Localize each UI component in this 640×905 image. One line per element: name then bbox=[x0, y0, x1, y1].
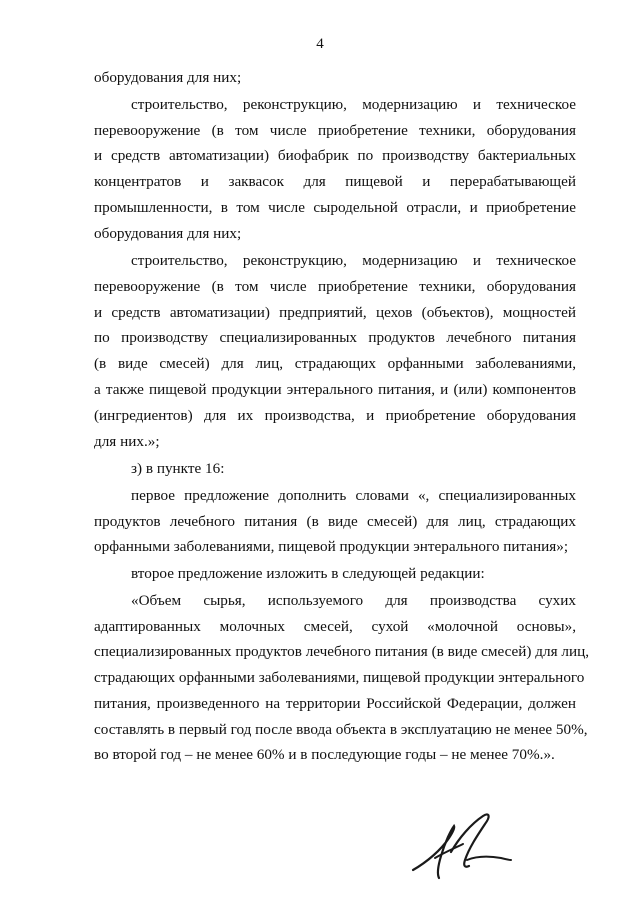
text-line: и средств автоматизации) предприятий, цехов (объектов), мощностей bbox=[94, 304, 576, 321]
text-line: во второй год – не менее 60% и в последующие годы – не менее 70%.». bbox=[94, 746, 555, 763]
text-line: а также пищевой продукции энтерального питания, и (или) компонентов bbox=[94, 381, 576, 398]
text-line: перевооружение (в том числе приобретение техники, оборудования bbox=[94, 122, 576, 139]
text-line: концентратов и заквасок для пищевой и перерабатывающей bbox=[94, 173, 576, 190]
text-line: адаптированных молочных смесей, сухой «молочной основы», bbox=[94, 618, 576, 635]
text-line: продуктов лечебного питания (в виде смесей) для лиц, страдающих bbox=[94, 513, 576, 530]
text-line: специализированных продуктов лечебного питания (в виде смесей) для лиц, bbox=[94, 643, 589, 660]
text-line: и средств автоматизации) биофабрик по производству бактериальных bbox=[94, 147, 576, 164]
text-line: «Объем сырья, используемого для производства сухих bbox=[131, 592, 576, 609]
text-line: питания, произведенного на территории Российской Федерации, должен bbox=[94, 695, 576, 712]
text-line: промышленности, в том числе сыродельной отрасли, и приобретение bbox=[94, 199, 576, 216]
text-line: строительство, реконструкцию, модернизацию и техническое bbox=[131, 252, 576, 269]
text-line: для них.»; bbox=[94, 433, 160, 450]
text-line: (в виде смесей) для лиц, страдающих орфанными заболеваниями, bbox=[94, 355, 576, 372]
text-line: орфанными заболеваниями, пищевой продукции энтерального питания»; bbox=[94, 538, 569, 555]
text-line: (ингредиентов) для их производства, и приобретение оборудования bbox=[94, 407, 576, 424]
text-line: строительство, реконструкцию, модернизацию и техническое bbox=[131, 96, 576, 113]
text-line: з) в пункте 16: bbox=[131, 460, 225, 477]
text-line: по производству специализированных продуктов лечебного питания bbox=[94, 329, 576, 346]
text-line: первое предложение дополнить словами «, специализированных bbox=[131, 487, 576, 504]
text-line: второе предложение изложить в следующей редакции: bbox=[131, 565, 485, 582]
signature-icon bbox=[405, 808, 515, 888]
text-line: оборудования для них; bbox=[94, 225, 242, 242]
page-number: 4 bbox=[316, 36, 324, 52]
text-line: перевооружение (в том числе приобретение техники, оборудования bbox=[94, 278, 576, 295]
text-line: составлять в первый год после ввода объекта в эксплуатацию не менее 50%, bbox=[94, 721, 588, 738]
text-line: оборудования для них; bbox=[94, 69, 242, 86]
text-line: страдающих орфанными заболеваниями, пищевой продукции энтерального bbox=[94, 669, 585, 686]
